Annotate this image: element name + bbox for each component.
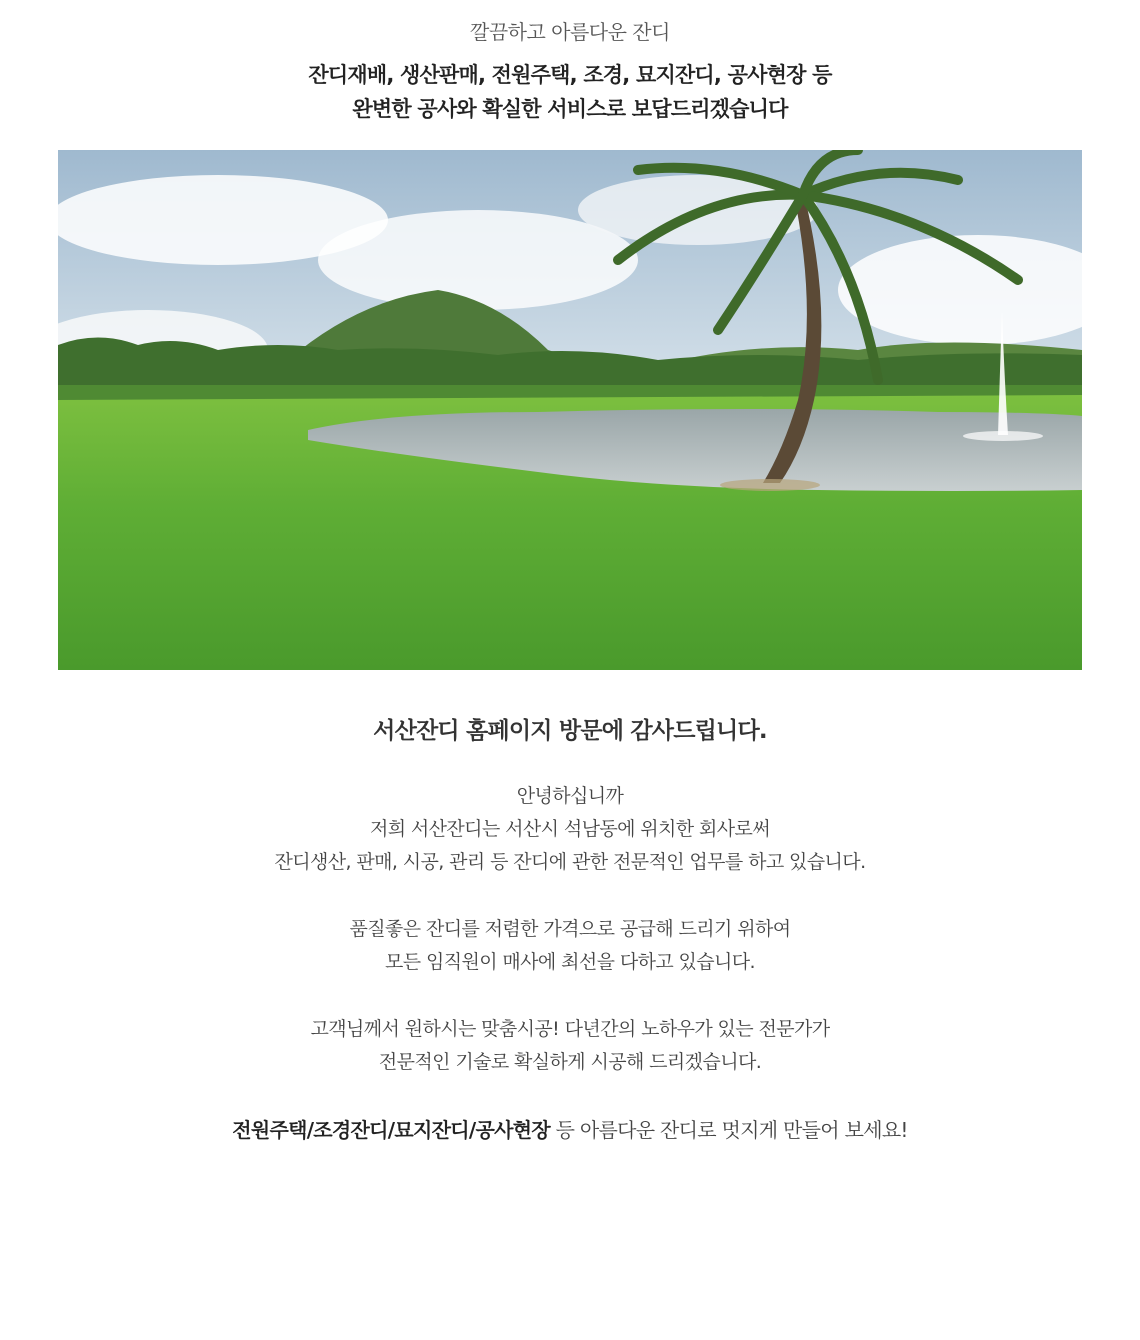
custom-line-1: 고객님께서 원하시는 맞춤시공! 다년간의 노하우가 있는 전문가가 (310, 1018, 830, 1040)
closing-bold: 전원주택/조경잔디/묘지잔디/공사현장 (232, 1118, 550, 1142)
welcome-title: 서산잔디 홈페이지 방문에 감사드립니다. (373, 718, 767, 744)
closing-line (0, 1114, 1140, 1143)
quality-paragraph (0, 913, 1140, 979)
headline (0, 58, 1140, 126)
intro-line-3: 잔디생산, 판매, 시공, 관리 등 잔디에 관한 전문적인 업무를 하고 있습니다. (274, 851, 866, 873)
hero-golf-course-image (58, 150, 1082, 670)
intro-paragraph (0, 780, 1140, 879)
custom-line-2: 전문적인 기술로 확실하게 시공해 드리겠습니다. (378, 1051, 762, 1073)
quality-line-1: 품질좋은 잔디를 저렴한 가격으로 공급해 드리기 위하여 (349, 918, 791, 940)
intro-body (0, 780, 1140, 1113)
tagline: 깔끔하고 아름다운 잔디 (470, 20, 670, 44)
intro-line-1: 안녕하십니까 (516, 785, 624, 807)
headline-line-2: 완변한 공사와 확실한 서비스로 보답드리겠습니다 (352, 97, 788, 121)
quality-line-2: 모든 임직원이 매사에 최선을 다하고 있습니다. (385, 951, 755, 973)
intro-line-2: 저희 서산잔디는 서산시 석남동에 위치한 회사로써 (369, 818, 771, 840)
closing-rest: 등 아름다운 잔디로 멋지게 만들어 보세요! (549, 1118, 908, 1142)
custom-paragraph (0, 1013, 1140, 1079)
headline-line-1: 잔디재배, 생산판매, 전원주택, 조경, 묘지잔디, 공사현장 등 (308, 63, 832, 87)
